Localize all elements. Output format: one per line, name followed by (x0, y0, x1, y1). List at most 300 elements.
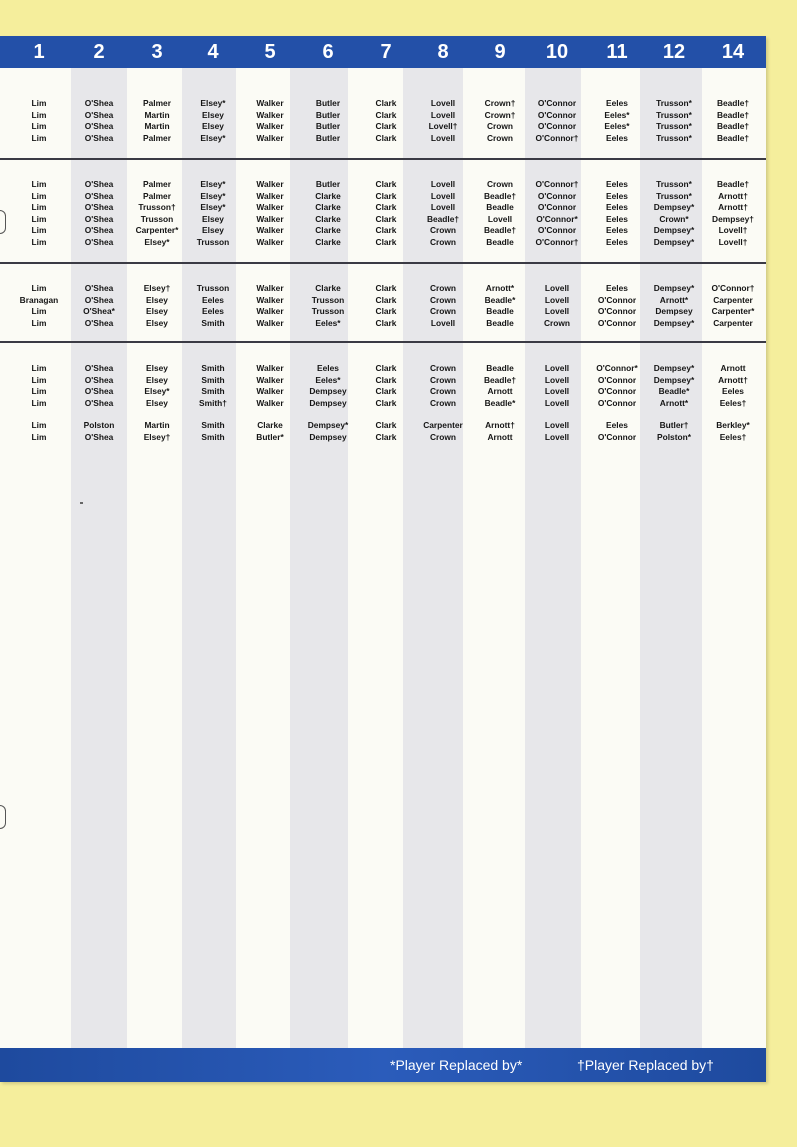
player-name: Lovell (544, 306, 570, 316)
player-name: Lovell (487, 213, 513, 224)
column-number: 14 (721, 41, 745, 63)
player-name: Crown† (484, 109, 516, 120)
player-name: Walker (256, 397, 284, 408)
player-name: Lim (31, 431, 47, 442)
player-name: Lovell (430, 109, 456, 120)
player-name: Lim (31, 132, 47, 143)
lineup-block (0, 283, 766, 329)
player-name: O'Connor (597, 306, 637, 316)
player-name: O'Connor (597, 386, 637, 396)
player-name: Eeles (606, 236, 628, 247)
player-name: O'Connor (537, 121, 577, 131)
player-name: Eeles (606, 225, 628, 235)
player-name: Crown (429, 431, 457, 442)
lineup-row (0, 398, 766, 410)
player-name: Beadle† (716, 121, 750, 131)
player-name: O'Connor† (535, 236, 579, 247)
player-name: O'Shea (84, 202, 114, 212)
player-name: O'Connor (597, 431, 637, 442)
player-name: Clark (375, 294, 397, 305)
player-name: Eeles (606, 420, 628, 430)
player-name: Clark (375, 213, 397, 224)
player-name: Clark (375, 236, 397, 247)
player-name: Walker (256, 283, 284, 293)
player-name: Lim (31, 420, 47, 430)
player-name: Arnott† (718, 374, 748, 385)
section-divider (0, 341, 766, 343)
lineup-row (0, 237, 766, 249)
player-name: Beadle† (483, 374, 517, 385)
player-name: O'Connor (537, 98, 577, 108)
player-name: Dempsey* (653, 283, 695, 293)
player-name: Crown (429, 283, 457, 293)
legend-replaced-dagger: †Player Replaced by† (577, 1057, 714, 1073)
player-name: Lim (31, 374, 47, 385)
player-name: Elsey* (200, 202, 226, 212)
player-name: Butler (315, 109, 341, 120)
player-name: O'Connor (537, 190, 577, 201)
player-name: Smith (201, 420, 225, 430)
player-name: O'Shea (84, 213, 114, 224)
player-name: Eeles (606, 213, 628, 224)
player-name: Butler* (256, 431, 284, 442)
lineup-row (0, 121, 766, 133)
player-name: Eeles* (315, 317, 341, 328)
player-name: Walker (256, 121, 284, 131)
player-name: Branagan (19, 294, 59, 305)
player-name: Polston (83, 420, 115, 430)
player-name: Butler† (659, 420, 689, 430)
lineup-row (0, 191, 766, 203)
player-name: Lovell† (718, 236, 748, 247)
player-name: Martin (144, 109, 170, 120)
player-name: Smith (201, 317, 225, 328)
player-name: Crown (486, 179, 514, 189)
player-name: Eeles (722, 386, 744, 396)
player-name: Eeles† (719, 397, 747, 408)
player-name: Eeles (202, 306, 224, 316)
player-name: O'Connor (537, 202, 577, 212)
player-name: Lovell (430, 179, 456, 189)
player-name: Beadle† (483, 225, 517, 235)
player-name: O'Shea (84, 121, 114, 131)
player-name: Walker (256, 98, 284, 108)
player-name: Elsey* (144, 236, 170, 247)
player-name: Crown† (484, 98, 516, 108)
column-number: 4 (207, 41, 219, 63)
player-name: O'Connor† (711, 283, 755, 293)
player-name: Elsey* (200, 132, 226, 143)
player-name: Palmer (143, 190, 171, 201)
player-name: Lim (31, 283, 47, 293)
binder-ring-mark (0, 210, 6, 234)
player-name: O'Shea (84, 179, 114, 189)
player-name: Lovell (544, 420, 570, 430)
player-name: O'Shea (84, 374, 114, 385)
player-name: Beadle (486, 363, 514, 373)
player-name: O'Shea (84, 363, 114, 373)
player-name: Crown (486, 132, 514, 143)
player-name: Lovell (544, 363, 570, 373)
paper-speck (80, 502, 83, 504)
player-name: Elsey (146, 306, 168, 316)
player-name: Beadle† (716, 109, 750, 120)
player-name: O'Shea (84, 190, 114, 201)
player-name: Eeles (606, 190, 628, 201)
player-name: Carpenter (423, 420, 463, 430)
lineup-block (0, 179, 766, 248)
column-number: 5 (264, 41, 276, 63)
player-name: Trusson (311, 294, 345, 305)
player-name: Eeles (317, 363, 339, 373)
player-name: Dempsey* (653, 225, 695, 235)
player-name: Elsey (202, 225, 224, 235)
player-name: Carpenter (713, 317, 753, 328)
player-name: Elsey (146, 374, 168, 385)
player-name: Dempsey* (653, 374, 695, 385)
player-name: Clark (375, 306, 397, 316)
player-name: Palmer (143, 179, 171, 189)
player-name: Beadle† (426, 213, 460, 224)
section-divider (0, 158, 766, 160)
player-name: Crown (429, 397, 457, 408)
player-name: Beadle (486, 236, 514, 247)
legend-footer (0, 1048, 766, 1082)
column-number: 10 (545, 41, 569, 63)
player-name: Smith (201, 386, 225, 396)
player-name: Smith† (199, 397, 227, 408)
player-name: Eeles (606, 179, 628, 189)
player-name: Crown (429, 363, 457, 373)
player-name: O'Shea* (83, 306, 115, 316)
player-name: Lim (31, 397, 47, 408)
player-name: Clark (375, 317, 397, 328)
player-name: Elsey* (200, 179, 226, 189)
player-name: Walker (256, 317, 284, 328)
player-name: Crown (543, 317, 571, 328)
player-name: Clark (375, 374, 397, 385)
player-name: Crown (429, 386, 457, 396)
lineup-row (0, 179, 766, 191)
player-name: Trusson (140, 213, 174, 224)
player-name: Carpenter* (135, 225, 179, 235)
player-name: Lovell (544, 397, 570, 408)
player-name: O'Connor* (596, 363, 638, 373)
player-name: Clark (375, 98, 397, 108)
player-name: Lovell (430, 190, 456, 201)
player-name: Smith (201, 374, 225, 385)
player-name: Crown* (659, 213, 689, 224)
player-name: Elsey (146, 317, 168, 328)
player-name: Crown (429, 225, 457, 235)
player-name: Arnott (487, 386, 513, 396)
player-name: O'Shea (84, 431, 114, 442)
player-name: O'Shea (84, 225, 114, 235)
player-name: O'Shea (84, 294, 114, 305)
column-number: 8 (437, 41, 449, 63)
player-name: Palmer (143, 132, 171, 143)
player-name: Arnott† (718, 202, 748, 212)
player-name: Walker (256, 225, 284, 235)
lineup-row (0, 295, 766, 307)
player-name: Clarke (315, 283, 341, 293)
player-name: Arnott (487, 431, 513, 442)
player-name: Walker (256, 190, 284, 201)
player-name: Clark (375, 420, 397, 430)
player-name: Dempsey (309, 386, 347, 396)
player-name: O'Shea (84, 109, 114, 120)
player-name: Walker (256, 202, 284, 212)
player-name: O'Shea (84, 283, 114, 293)
player-name: Walker (256, 236, 284, 247)
player-name: Arnott† (485, 420, 515, 430)
player-name: Eeles (202, 294, 224, 305)
player-name: Lim (31, 386, 47, 396)
player-name: Beadle† (716, 132, 750, 143)
player-name: Dempsey* (653, 363, 695, 373)
player-name: Clarke (257, 420, 283, 430)
section-divider (0, 262, 766, 264)
player-name: Carpenter* (711, 306, 755, 316)
player-name: Lovell (430, 98, 456, 108)
player-name: Walker (256, 294, 284, 305)
player-name: Martin (144, 420, 170, 430)
lineup-block (0, 98, 766, 144)
player-name: O'Connor (597, 317, 637, 328)
player-name: Lim (31, 121, 47, 131)
player-name: Lovell (544, 431, 570, 442)
lineup-row (0, 133, 766, 145)
player-name: Crown (429, 236, 457, 247)
player-name: Trusson† (138, 202, 176, 212)
player-name: Berkley* (716, 420, 750, 430)
player-name: O'Connor (597, 374, 637, 385)
player-name: Lim (31, 236, 47, 247)
player-name: O'Connor† (535, 132, 579, 143)
column-number: 1 (33, 41, 45, 63)
player-name: Lim (31, 225, 47, 235)
player-name: Beadle* (484, 294, 516, 305)
player-name: Carpenter (713, 294, 753, 305)
player-name: Trusson* (656, 132, 692, 143)
player-name: Dempsey† (712, 213, 754, 224)
player-name: Butler (315, 132, 341, 143)
player-name: Lim (31, 363, 47, 373)
player-name: O'Shea (84, 132, 114, 143)
player-name: Arnott (720, 363, 746, 373)
player-name: Walker (256, 179, 284, 189)
player-name: Butler (315, 98, 341, 108)
player-name: Lovell (430, 202, 456, 212)
lineup-row (0, 214, 766, 226)
player-name: Eeles* (604, 121, 630, 131)
player-name: Arnott* (659, 294, 689, 305)
column-number: 12 (662, 41, 686, 63)
player-name: Clarke (315, 225, 341, 235)
player-name: Lim (31, 179, 47, 189)
binder-ring-mark (0, 805, 6, 829)
player-name: Eeles (606, 202, 628, 212)
player-name: Elsey (202, 213, 224, 224)
player-name: Polston* (657, 431, 691, 442)
player-name: Beadle (486, 306, 514, 316)
column-number: 6 (322, 41, 334, 63)
player-name: Walker (256, 386, 284, 396)
player-name: Dempsey* (653, 202, 695, 212)
player-name: Dempsey* (653, 236, 695, 247)
player-name: Clark (375, 225, 397, 235)
player-name: Butler (315, 179, 341, 189)
player-name: Clark (375, 202, 397, 212)
player-name: O'Connor (597, 294, 637, 305)
player-name: Elsey† (143, 431, 171, 442)
player-name: Lovell (544, 283, 570, 293)
player-name: Beadle† (483, 190, 517, 201)
player-name: Dempsey (309, 431, 347, 442)
column-header (0, 36, 766, 68)
player-name: O'Shea (84, 317, 114, 328)
column-number: 2 (93, 41, 105, 63)
player-name: Crown (486, 121, 514, 131)
player-name: Smith (201, 431, 225, 442)
player-name: Clark (375, 109, 397, 120)
player-name: Trusson* (656, 121, 692, 131)
player-name: Beadle (486, 202, 514, 212)
lineup-row (0, 432, 766, 444)
player-name: Lovell (544, 386, 570, 396)
player-name: Eeles (606, 132, 628, 143)
player-name: O'Shea (84, 236, 114, 247)
lineup-row (0, 318, 766, 330)
player-name: Lim (31, 202, 47, 212)
player-name: Eeles* (315, 374, 341, 385)
player-name: Clark (375, 363, 397, 373)
player-name: Butler (315, 121, 341, 131)
player-name: Lim (31, 317, 47, 328)
player-name: Martin (144, 121, 170, 131)
player-name: Dempsey* (653, 317, 695, 328)
player-name: Lim (31, 98, 47, 108)
player-name: Clark (375, 431, 397, 442)
player-name: Trusson* (656, 109, 692, 120)
player-name: Dempsey* (307, 420, 349, 430)
lineup-row (0, 306, 766, 318)
player-name: Lim (31, 306, 47, 316)
player-name: Clarke (315, 213, 341, 224)
player-name: O'Shea (84, 98, 114, 108)
player-name: Clark (375, 397, 397, 408)
player-name: Elsey* (200, 190, 226, 201)
player-name: Trusson* (656, 98, 692, 108)
player-name: Elsey (146, 363, 168, 373)
lineup-row (0, 98, 766, 110)
player-name: Elsey† (143, 283, 171, 293)
player-name: Beadle* (658, 386, 690, 396)
column-number: 7 (380, 41, 392, 63)
player-name: Clark (375, 132, 397, 143)
player-name: Walker (256, 213, 284, 224)
player-name: Elsey (146, 294, 168, 305)
player-name: Trusson (196, 236, 230, 247)
player-name: Eeles† (719, 431, 747, 442)
player-name: Arnott† (718, 190, 748, 201)
player-name: Lim (31, 190, 47, 201)
player-name: Arnott* (659, 397, 689, 408)
column-number: 9 (494, 41, 506, 63)
player-name: Lovell (430, 317, 456, 328)
player-name: Lim (31, 213, 47, 224)
lineup-block (0, 420, 766, 443)
player-name: Clarke (315, 202, 341, 212)
player-name: Crown (429, 374, 457, 385)
player-name: Walker (256, 306, 284, 316)
column-number: 11 (606, 41, 628, 63)
legend-replaced-star: *Player Replaced by* (390, 1057, 523, 1073)
player-name: O'Connor (537, 109, 577, 120)
player-name: O'Connor (597, 397, 637, 408)
player-name: Lovell† (718, 225, 748, 235)
player-name: Elsey* (200, 98, 226, 108)
player-name: Walker (256, 374, 284, 385)
player-name: Crown (429, 294, 457, 305)
player-name: Eeles (606, 283, 628, 293)
lineup-row (0, 283, 766, 295)
player-name: Clark (375, 283, 397, 293)
player-name: Lovell (544, 294, 570, 305)
player-name: Smith (201, 363, 225, 373)
player-name: Crown (429, 306, 457, 316)
player-name: Clarke (315, 236, 341, 247)
player-name: Beadle† (716, 98, 750, 108)
player-name: Beadle (486, 317, 514, 328)
lineup-row (0, 202, 766, 214)
player-name: Elsey (202, 121, 224, 131)
player-name: O'Connor† (535, 179, 579, 189)
player-name: Elsey (202, 109, 224, 120)
player-name: Elsey* (144, 386, 170, 396)
lineup-block (0, 363, 766, 409)
player-name: Walker (256, 363, 284, 373)
player-name: Walker (256, 132, 284, 143)
lineup-row (0, 386, 766, 398)
player-name: O'Connor (537, 225, 577, 235)
player-name: Eeles* (604, 109, 630, 120)
player-name: Clark (375, 121, 397, 131)
player-name: O'Shea (84, 397, 114, 408)
lineup-row (0, 375, 766, 387)
player-name: Trusson (311, 306, 345, 316)
player-name: Clark (375, 386, 397, 396)
lineup-row (0, 420, 766, 432)
player-name: Eeles (606, 98, 628, 108)
lineup-row (0, 110, 766, 122)
player-name: Lim (31, 109, 47, 120)
player-name: O'Connor* (536, 213, 578, 224)
player-name: Arnott* (485, 283, 515, 293)
player-name: Trusson (196, 283, 230, 293)
player-name: Beadle† (716, 179, 750, 189)
player-name: Trusson* (656, 179, 692, 189)
player-name: O'Shea (84, 386, 114, 396)
player-name: Clarke (315, 190, 341, 201)
player-name: Elsey (146, 397, 168, 408)
lineup-row (0, 225, 766, 237)
player-name: Lovell† (428, 121, 458, 131)
player-name: Walker (256, 109, 284, 120)
player-name: Clark (375, 190, 397, 201)
player-name: Dempsey (309, 397, 347, 408)
player-name: Lovell (430, 132, 456, 143)
